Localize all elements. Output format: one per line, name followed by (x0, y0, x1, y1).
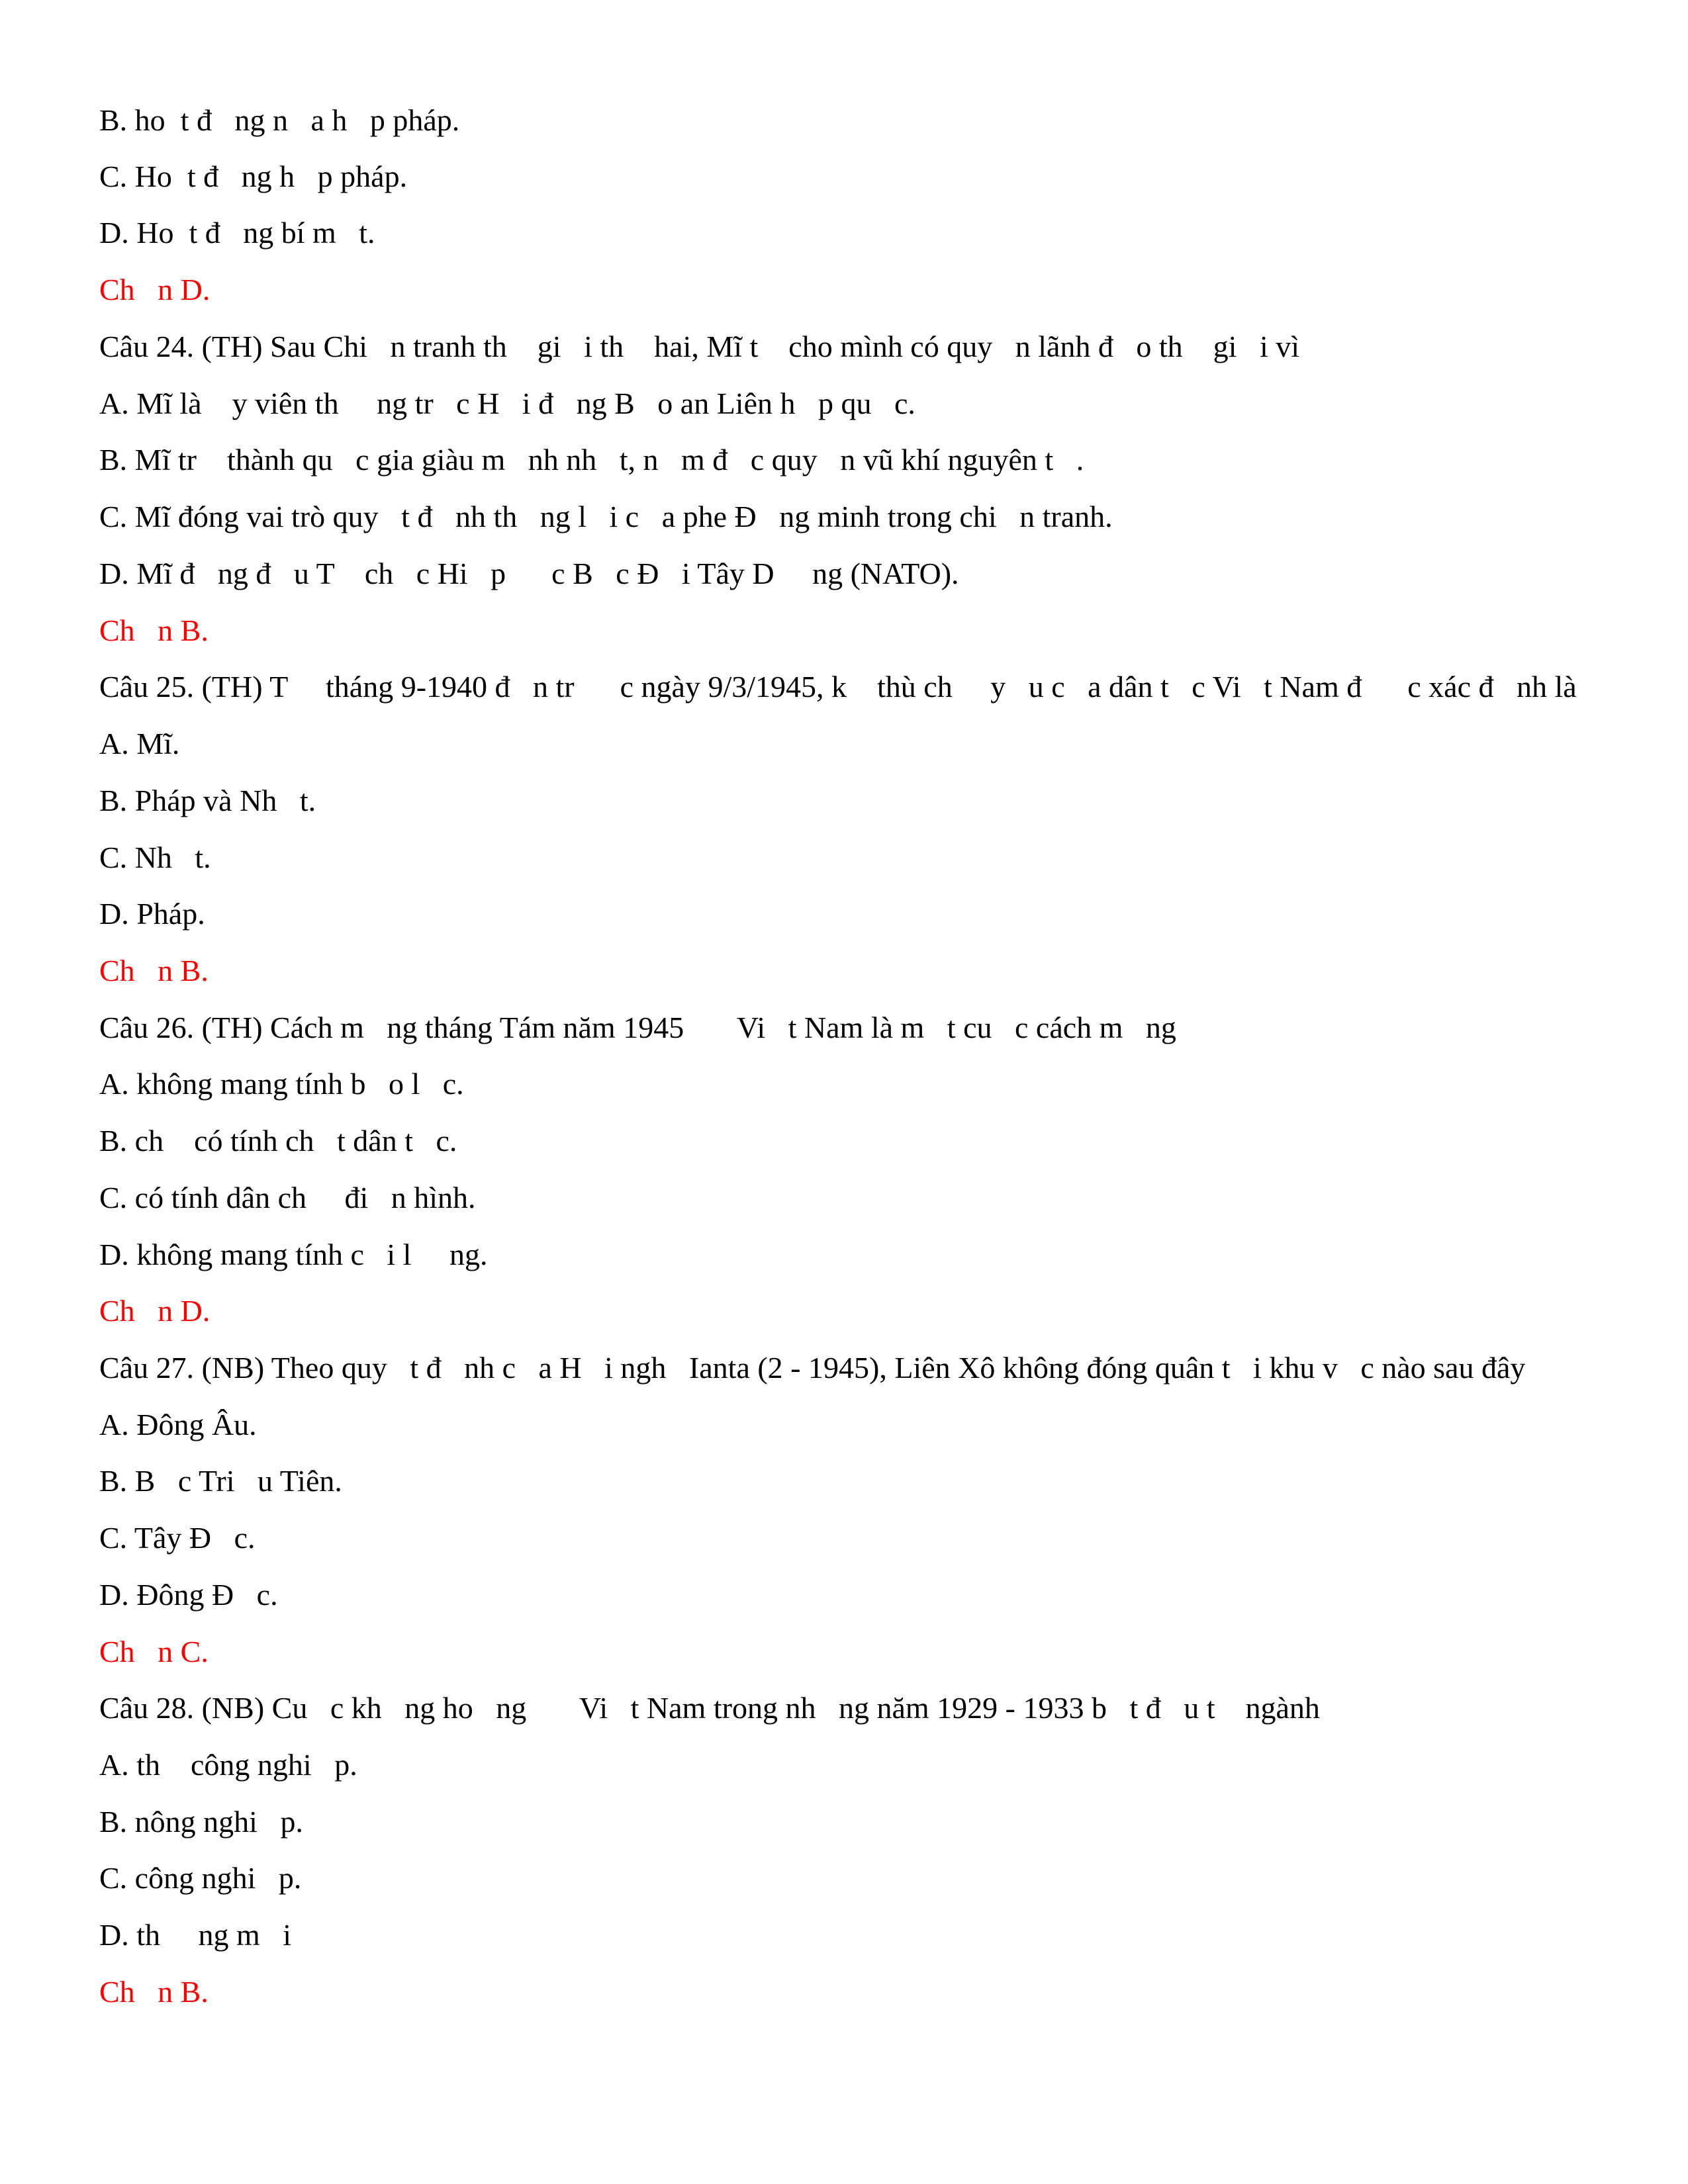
question-28: Câu 28. (NB) Cu c kh ng ho ng Vi t Nam trong nh ng năm 1929 - 1933 b t đ u t ngành (99, 1691, 1320, 1725)
question-26: Câu 26. (TH) Cách m ng tháng Tám năm 1945 Vi t Nam là m t cu c cách m ng (99, 1011, 1176, 1044)
question-27: Câu 27. (NB) Theo quy t đ nh c a H i ngh Ianta (2 - 1945), Liên Xô không đóng quân t i khu v c nào sau đây (99, 1351, 1526, 1385)
option-line: A. Mĩ là y viên th ng tr c H i đ ng B o an Liên h p qu c. (99, 387, 915, 420)
answer-line: Ch n D. (99, 1294, 211, 1328)
option-line: D. Ho t đ ng bí m t. (99, 216, 375, 250)
option-line: B. B c Tri u Tiên. (99, 1464, 342, 1498)
option-line: C. Tây Đ c. (99, 1521, 256, 1555)
option-line: B. ch có tính ch t dân t c. (99, 1124, 457, 1158)
answer-line: Ch n D. (99, 273, 211, 306)
option-line: A. Đông Âu. (99, 1408, 257, 1441)
question-24: Câu 24. (TH) Sau Chi n tranh th gi i th hai, Mĩ t cho mình có quy n lãnh đ o th gi i vì (99, 330, 1300, 363)
option-line: D. Pháp. (99, 897, 205, 931)
answer-line: Ch n C. (99, 1635, 209, 1668)
option-line: A. không mang tính b o l c. (99, 1067, 464, 1101)
option-line: D. th ng m i (99, 1918, 292, 1952)
answer-line: Ch n B. (99, 1975, 209, 2009)
option-line: B. ho t đ ng n a h p pháp. (99, 103, 460, 137)
option-line: C. có tính dân ch đi n hình. (99, 1181, 476, 1214)
option-line: D. Đông Đ c. (99, 1578, 278, 1612)
option-line: B. nông nghi p. (99, 1805, 303, 1839)
option-line: C. Mĩ đóng vai trò quy t đ nh th ng l i c a phe Đ ng minh trong chi n tranh. (99, 500, 1113, 533)
option-line: B. Pháp và Nh t. (99, 784, 316, 817)
option-line: D. Mĩ đ ng đ u T ch c Hi p c B c Đ i Tây D ng (NATO). (99, 557, 959, 590)
option-line: A. Mĩ. (99, 727, 180, 760)
option-line: D. không mang tính c i l ng. (99, 1238, 488, 1271)
option-line: C. Ho t đ ng h p pháp. (99, 159, 408, 193)
answer-line: Ch n B. (99, 954, 209, 987)
question-25: Câu 25. (TH) T tháng 9-1940 đ n tr c ngày 9/3/1945, k thù ch y u c a dân t c Vi t Nam đ c xác đ nh là (99, 670, 1577, 704)
option-line: A. th công nghi p. (99, 1748, 357, 1782)
answer-line: Ch n B. (99, 614, 209, 647)
option-line: C. Nh t. (99, 841, 211, 874)
option-line: C. công nghi p. (99, 1861, 302, 1895)
option-line: B. Mĩ tr thành qu c gia giàu m nh nh t, n m đ c quy n vũ khí nguyên t . (99, 443, 1084, 477)
